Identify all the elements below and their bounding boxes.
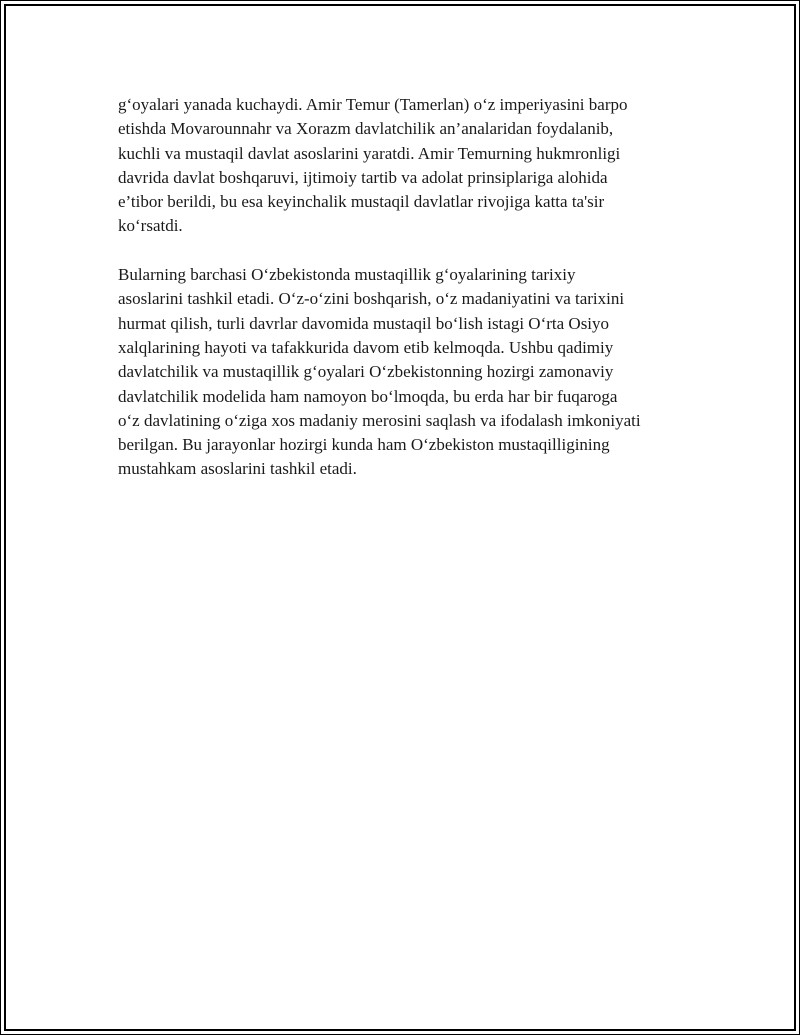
- text-line: o‘z davlatining o‘ziga xos madaniy merosini saqlash va ifodalash imkoniyati: [118, 410, 641, 430]
- text-line: asoslarini tashkil etadi. O‘z-o‘zini boshqarish, o‘z madaniyatini va tarixini: [118, 289, 625, 309]
- text-line: davrida davlat boshqaruvi, ijtimoiy tartib va adolat prinsiplariga alohida: [118, 167, 608, 187]
- paragraph-1: [118, 93, 708, 239]
- text-line: davlatchilik va mustaqillik g‘oyalari O‘zbekistonning hozirgi zamonaviy: [118, 362, 614, 382]
- text-line: e’tibor berildi, bu esa keyinchalik mustaqil davlatlar rivojiga katta ta'sir: [118, 192, 605, 212]
- text-line: ko‘rsatdi.: [118, 216, 183, 236]
- text-line: berilgan. Bu jarayonlar hozirgi kunda ham O‘zbekiston mustaqilligining: [118, 435, 610, 455]
- document-body: [118, 93, 708, 482]
- text-line: etishda Movarounnahr va Xorazm davlatchilik an’analaridan foydalanib,: [118, 119, 614, 139]
- text-line: xalqlarining hayoti va tafakkurida davom etib kelmoqda. Ushbu qadimiy: [118, 337, 614, 357]
- text-line: g‘oyalari yanada kuchaydi. Amir Temur (Tamerlan) o‘z imperiyasini barpo: [118, 95, 628, 114]
- paragraph-2: [118, 263, 708, 482]
- text-line: hurmat qilish, turli davrlar davomida mustaqil bo‘lish istagi O‘rta Osiyo: [118, 313, 610, 333]
- text-line: davlatchilik modelida ham namoyon bo‘lmoqda, bu erda har bir fuqaroga: [118, 386, 618, 406]
- text-line: kuchli va mustaqil davlat asoslarini yaratdi. Amir Temurning hukmronligi: [118, 143, 621, 163]
- text-line: mustahkam asoslarini tashkil etadi.: [118, 459, 357, 479]
- text-line: Bularning barchasi O‘zbekistonda mustaqillik g‘oyalarining tarixiy: [118, 265, 576, 285]
